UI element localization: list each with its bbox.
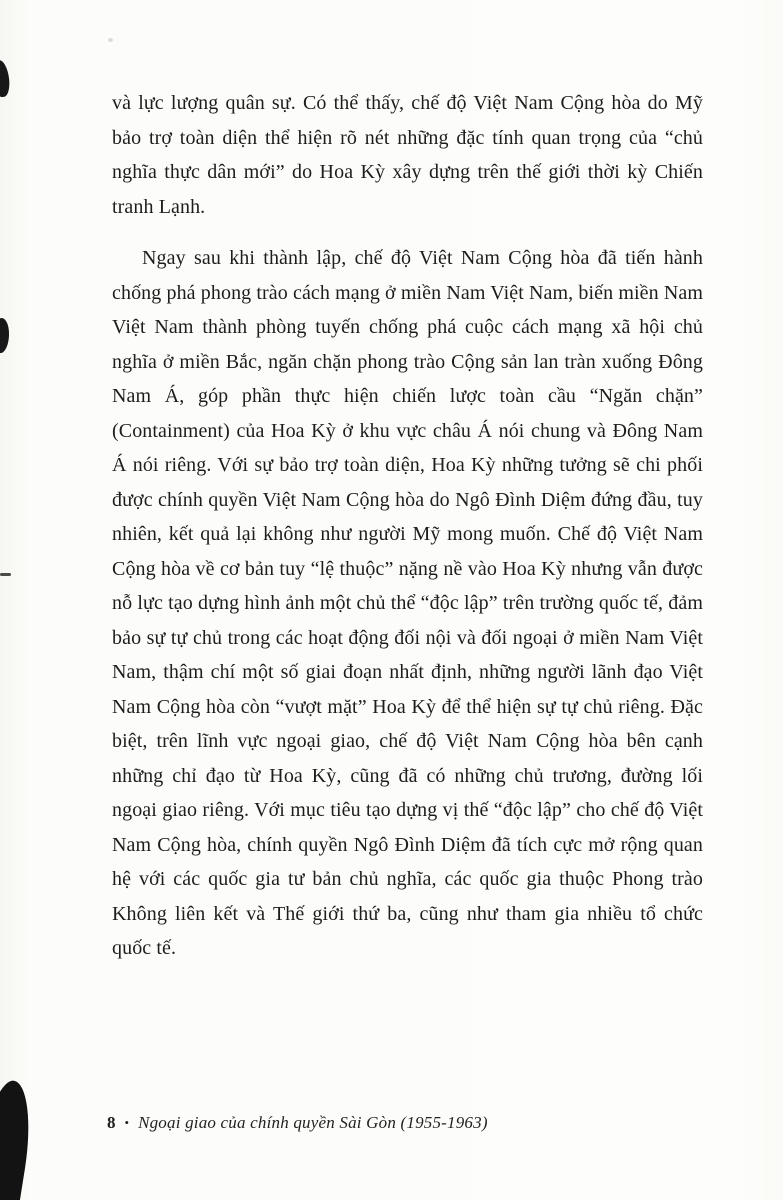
book-title-running-footer: Ngoại giao của chính quyền Sài Gòn (1955-1963) xyxy=(138,1113,488,1132)
paragraph-main: Ngay sau khi thành lập, chế độ Việt Nam Cộng hòa đã tiến hành chống phá phong trào cách mạng ở miền Nam Việt Nam, biến miền Nam Việt Nam thành phòng tuyến chống phá cuộc cách mạng xã hội chủ nghĩa ở miền Bắc, ngăn chặn phong trào Cộng sản lan tràn xuống Đông Nam Á, góp phần thực hiện chiến lược toàn cầu “Ngăn chặn” (Containment) của Hoa Kỳ ở khu vực châu Á nói chung và Đông Nam Á nói riêng. Với sự bảo trợ toàn diện, Hoa Kỳ những tưởng sẽ chi phối được chính quyền Việt Nam Cộng hòa do Ngô Đình Diệm đứng đầu, tuy nhiên, kết quả lại không như người Mỹ mong muốn. Chế độ Việt Nam Cộng hòa về cơ bản tuy “lệ thuộc” nặng nề vào Hoa Kỳ nhưng vẫn được nỗ lực tạo dựng hình ảnh một chủ thể “độc lập” trên trường quốc tế, đảm bảo sự tự chủ trong các hoạt động đối nội và đối ngoại ở miền Nam Việt Nam, thậm chí một số giai đoạn nhất định, những người lãnh đạo Việt Nam Cộng hòa còn “vượt mặt” Hoa Kỳ để thể hiện sự tự chủ riêng. Đặc biệt, trên lĩnh vực ngoại giao, chế độ Việt Nam Cộng hòa bên cạnh những chỉ đạo từ Hoa Kỳ, cũng đã có những chủ trương, đường lối ngoại giao riêng. Với mục tiêu tạo dựng vị thế “độc lập” cho chế độ Việt Nam Cộng hòa, chính quyền Ngô Đình Diệm đã tích cực mở rộng quan hệ với các quốc gia tư bản chủ nghĩa, các quốc gia thuộc Phong trào Không liên kết và Thế giới thứ ba, cũng như tham gia nhiều tổ chức quốc tế. xyxy=(112,247,703,959)
page-footer xyxy=(107,1113,488,1133)
paragraph-continuation: và lực lượng quân sự. Có thể thấy, chế độ Việt Nam Cộng hòa do Mỹ bảo trợ toàn diện thể hiện rõ nét những đặc tính quan trọng của “chủ nghĩa thực dân mới” do Hoa Kỳ xây dựng trên thế giới thời kỳ Chiến tranh Lạnh. xyxy=(112,92,703,218)
footer-separator-dot: • xyxy=(124,1115,130,1130)
scan-artifact-blob-middle xyxy=(0,317,10,353)
scan-artifact-speck xyxy=(108,38,113,42)
page-number: 8 xyxy=(107,1113,116,1132)
scan-artifact-dash xyxy=(0,573,11,576)
scan-artifact-blob-top xyxy=(0,59,11,98)
page-text-block xyxy=(112,86,703,966)
scan-artifact-corner-bottom xyxy=(0,1077,38,1200)
